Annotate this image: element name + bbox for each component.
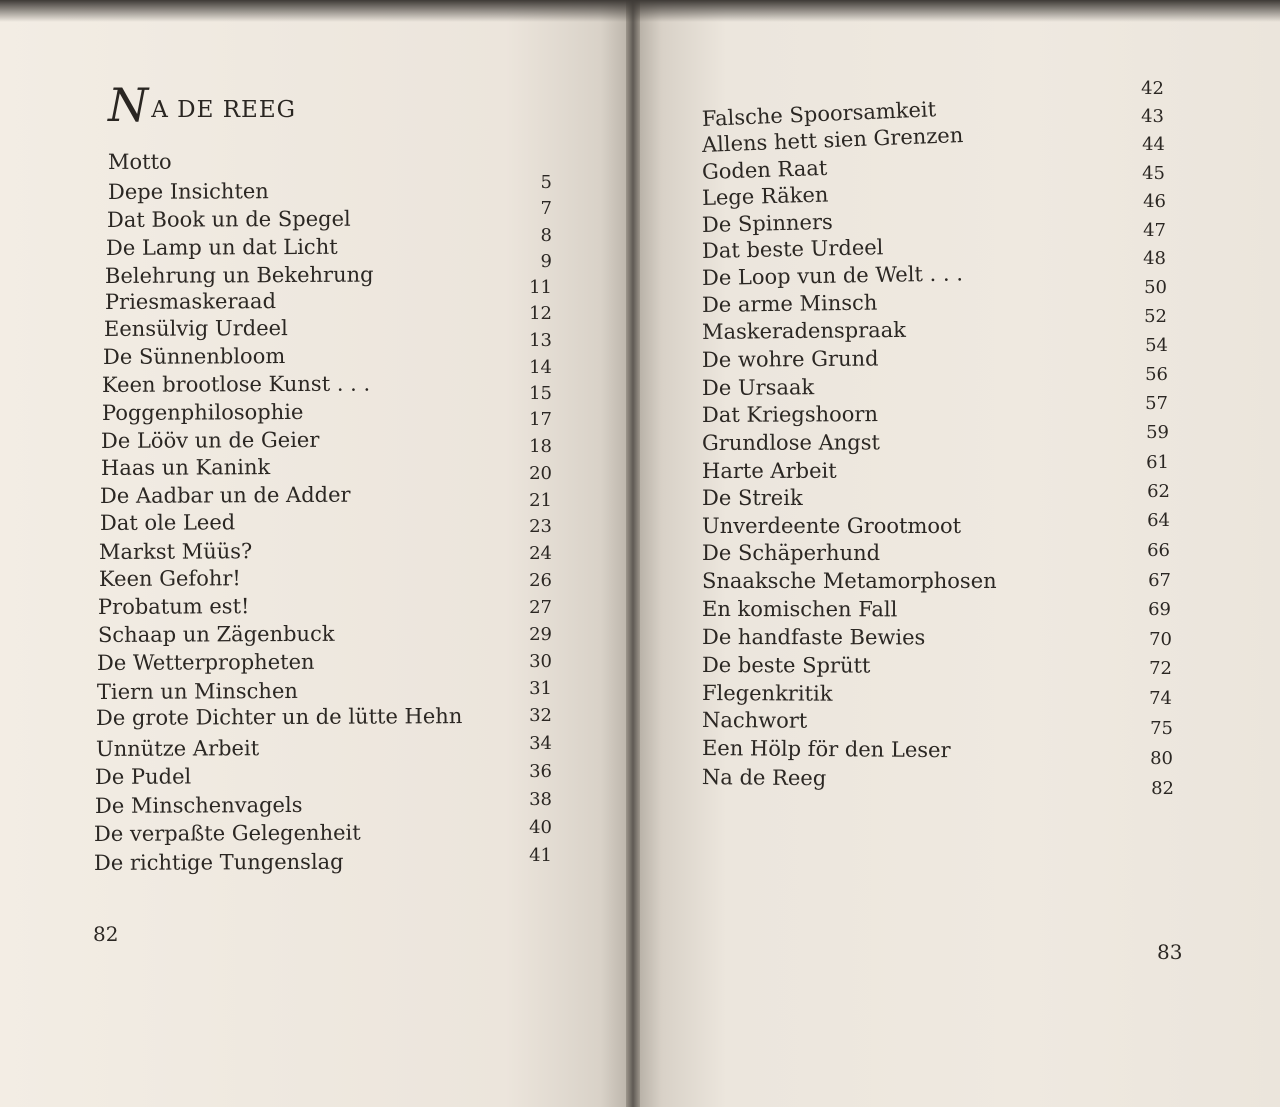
toc-entry-title: De Streik: [702, 486, 803, 510]
toc-entry-title: Nachwort: [701, 708, 808, 733]
toc-entry-page-number: 11: [529, 277, 552, 298]
toc-entry-title: Falsche Spoorsamkeit: [701, 97, 937, 131]
toc-entry-title: De Sünnenbloom: [102, 344, 286, 369]
toc-entry-title: Depe Insichten: [107, 179, 269, 204]
toc-entry-title: De Schäperhund: [702, 541, 881, 565]
toc-entry-page-number: 29: [529, 624, 552, 645]
toc-entry-page-number: 75: [1150, 718, 1173, 739]
toc-entry-page-number: 41: [529, 845, 552, 866]
toc-entry-page-number: 31: [529, 678, 552, 699]
toc-entry-page-number: 43: [1141, 106, 1164, 127]
toc-entry-page-number: 17: [529, 409, 552, 430]
toc-entry-title: Harte Arbeit: [701, 458, 837, 483]
toc-entry-title: Goden Raat: [701, 155, 828, 184]
toc-entry-page-number: 62: [1147, 481, 1170, 502]
toc-entry-page-number: 52: [1144, 306, 1167, 327]
toc-entry-title: De Spinners: [701, 209, 834, 237]
toc-entry-page-number: 67: [1148, 570, 1171, 591]
toc-entry-title: De Lamp un dat Licht: [105, 234, 338, 260]
toc-entry-title: Keen Gefohr!: [98, 566, 241, 591]
toc-entry-page-number: 46: [1143, 191, 1166, 212]
toc-entry-page-number: 7: [540, 198, 552, 219]
toc-entry-title: Markst Müüs?: [98, 539, 253, 564]
toc-entry-page-number: 74: [1149, 688, 1172, 709]
toc-entry-page-number: 8: [540, 225, 552, 246]
toc-entry-page-number: 45: [1142, 163, 1165, 184]
top-edge-shadow: [0, 0, 1280, 22]
toc-entry-title: De beste Sprütt: [701, 653, 871, 678]
toc-entry-page-number: 18: [529, 436, 552, 457]
toc-entry-page-number: 69: [1148, 599, 1171, 620]
toc-entry-page-number: 21: [529, 490, 552, 511]
right-page: [636, 0, 1280, 1107]
toc-entry-page-number: 24: [529, 543, 552, 564]
heading-initial: N: [108, 78, 150, 132]
toc-entry-title: Priesmaskeraad: [104, 289, 277, 314]
toc-entry-page-number: 64: [1147, 510, 1170, 531]
toc-entry-title: De arme Minsch: [701, 290, 878, 317]
toc-entry-page-number: 59: [1146, 422, 1169, 443]
toc-entry-page-number: 72: [1149, 658, 1172, 679]
toc-entry-title: Dat beste Urdeel: [701, 235, 884, 263]
toc-entry-title: Motto: [107, 149, 172, 174]
toc-entry-title: Maskeradenspraak: [701, 317, 907, 344]
toc-entry-title: Eensülvig Urdeel: [103, 316, 288, 341]
toc-entry-page-number: 66: [1147, 540, 1170, 561]
toc-entry-page-number: 5: [540, 172, 552, 193]
toc-entry-title: Dat Book un de Spegel: [106, 206, 351, 232]
toc-entry-title: Tiern un Minschen: [96, 678, 298, 704]
toc-entry-title: Belehrung un Bekehrung: [104, 262, 374, 288]
toc-entry-title: De Pudel: [94, 764, 192, 789]
toc-entry-page-number: 54: [1145, 335, 1168, 356]
toc-entry-page-number: 57: [1145, 393, 1168, 414]
toc-entry-page-number: 12: [529, 303, 552, 324]
toc-entry-title: De wohre Grund: [701, 346, 879, 372]
toc-entry-title: De Aadbar un de Adder: [99, 482, 351, 508]
toc-entry-page-number: 42: [1141, 78, 1164, 99]
toc-entry-page-number: 61: [1146, 452, 1169, 473]
heading-text: A DE REEG: [151, 97, 296, 123]
toc-entry-title: Keen brootlose Kunst . . .: [101, 371, 371, 397]
toc-entry-page-number: 38: [529, 789, 552, 810]
toc-entry-title: De richtige Tungenslag: [93, 849, 344, 875]
toc-entry-title: Na de Reeg: [701, 765, 827, 791]
toc-entry-page-number: 70: [1149, 629, 1172, 650]
toc-entry-title: Poggenphilosophie: [101, 399, 304, 425]
left-page: [0, 0, 632, 1107]
toc-entry-title: Probatum est!: [97, 594, 250, 619]
toc-entry-page-number: 27: [529, 597, 552, 618]
toc-entry-page-number: 47: [1143, 220, 1166, 241]
toc-entry-title: De Loop vun de Welt . . .: [701, 261, 964, 290]
toc-entry-title: Dat Kriegshoorn: [701, 402, 878, 427]
toc-entry-title: Flegenkritik: [701, 681, 833, 706]
toc-entry-page-number: 48: [1143, 248, 1166, 269]
toc-entry-title: Unverdeente Grootmoot: [702, 514, 962, 538]
toc-entry-page-number: 13: [529, 330, 552, 351]
toc-entry-title: Grundlose Angst: [701, 430, 880, 455]
toc-entry-page-number: 40: [529, 817, 552, 838]
toc-entry-title: Lege Räken: [701, 182, 829, 210]
toc-entry-title: De verpaßte Gelegenheit: [93, 820, 361, 846]
toc-entry-page-number: 34: [529, 733, 552, 754]
left-page-number: 82: [93, 922, 119, 946]
toc-entry-page-number: 50: [1144, 277, 1167, 298]
toc-entry-title: Snaaksche Metamorphosen: [702, 569, 997, 593]
section-heading: [108, 78, 296, 132]
toc-entry-page-number: 82: [1151, 778, 1174, 799]
toc-entry-page-number: 20: [529, 463, 552, 484]
toc-entry-page-number: 56: [1145, 364, 1168, 385]
toc-entry-title: De Ursaak: [701, 375, 815, 400]
toc-entry-title: En komischen Fall: [701, 597, 898, 622]
toc-entry-page-number: 36: [529, 761, 552, 782]
toc-entry-page-number: 32: [529, 705, 552, 726]
toc-entry-page-number: 9: [540, 251, 552, 272]
toc-entry-title: De grote Dichter un de lütte Hehn: [95, 704, 463, 730]
right-page-number: 83: [1157, 940, 1183, 964]
toc-entry-title: Allens hett sien Grenzen: [701, 122, 964, 157]
toc-entry-title: De handfaste Bewies: [701, 625, 926, 650]
toc-entry-title: De Minschenvagels: [94, 792, 303, 818]
toc-entry-title: Schaap un Zägenbuck: [97, 621, 335, 647]
toc-entry-title: Haas un Kanink: [100, 455, 271, 480]
toc-entry-page-number: 14: [529, 357, 552, 378]
toc-entry-page-number: 44: [1142, 134, 1165, 155]
toc-entry-title: Dat ole Leed: [99, 510, 236, 535]
toc-entry-title: Een Hölp för den Leser: [701, 736, 951, 763]
toc-entry-title: De Wetterpropheten: [96, 649, 315, 675]
toc-entry-title: Unnütze Arbeit: [95, 736, 260, 761]
toc-entry-page-number: 15: [529, 383, 552, 404]
toc-entry-page-number: 26: [529, 570, 552, 591]
toc-entry-page-number: 23: [529, 516, 552, 537]
toc-entry-title: De Lööv un de Geier: [100, 427, 320, 453]
book-gutter: [626, 0, 640, 1107]
toc-entry-page-number: 30: [529, 651, 552, 672]
toc-entry-page-number: 80: [1150, 748, 1173, 769]
